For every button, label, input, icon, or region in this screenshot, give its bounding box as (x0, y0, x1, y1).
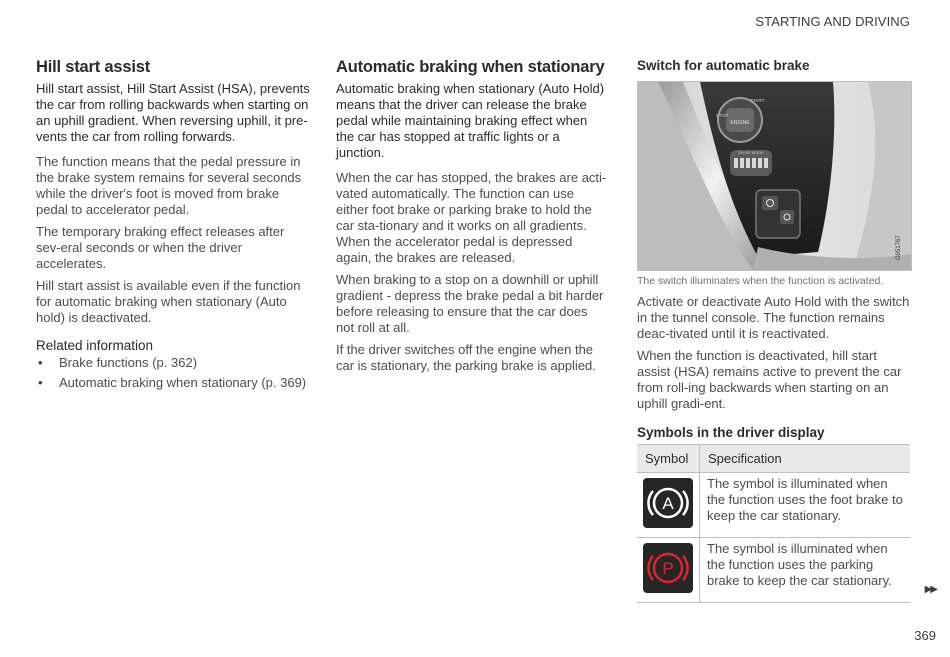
paragraph: When the function is deactivated, hill start assist (HSA) remains active to prevent the car from roll-ing backwards when starting on an uphill gradi-ent. (637, 348, 902, 411)
symbols-table (637, 444, 910, 603)
paragraph: When braking to a stop on a downhill or uphill gradient - depress the brake pedal a bit harder before releasing to ensure that the car does not roll at all. (336, 272, 604, 335)
paragraph: If the driver switches off the engine when the car is stationary, the parking brake is applied. (336, 342, 596, 373)
paragraph: The function means that the pedal pressure in the brake system remains for several seconds while the driver's foot is moved from brake pedal to accelerator pedal. (36, 154, 302, 217)
stop-label: STOP (716, 113, 729, 118)
symbols-heading: Symbols in the driver display (637, 425, 825, 440)
hill-start-assist-column (36, 57, 311, 395)
related-link-automatic-braking[interactable]: • Automatic braking when stationary (p. 369) (36, 375, 311, 391)
automatic-braking-column (336, 57, 608, 380)
section-header: STARTING AND DRIVING (755, 14, 910, 29)
paragraph: The temporary braking effect releases after sev-eral seconds or when the driver accelerates. (36, 224, 285, 271)
related-information-list (36, 355, 311, 391)
table-header-row (637, 445, 910, 473)
automatic-braking-title: Automatic braking when stationary (336, 58, 605, 76)
photo-caption: The switch illuminates when the function is activated. (637, 275, 884, 287)
engine-label: ENGINE (730, 120, 750, 126)
hill-start-assist-title: Hill start assist (36, 58, 150, 76)
continue-arrow-icon: ▶▶ (924, 584, 936, 595)
switch-heading: Switch for automatic brake (637, 58, 810, 73)
tunnel-console-photo (637, 81, 912, 271)
drive-mode-label: DRIVE MODE (738, 150, 764, 155)
auto-hold-spec: The symbol is illuminated when the function uses the foot brake to keep the car stationary. (700, 473, 911, 538)
auto-hold-icon (643, 478, 693, 528)
parking-brake-spec: The symbol is illuminated when the function uses the parking brake to keep the car stationary. (700, 538, 911, 603)
paragraph: When the car has stopped, the brakes are acti-vated automatically. The function can use either foot brake or parking brake to hold the car sta-tionary and it works on all gradients. When the accelerator pedal is depressed again, the brakes are released. (336, 170, 607, 265)
specification-column-header: Specification (700, 445, 911, 473)
start-label: START (750, 98, 765, 103)
related-link-brake-functions[interactable]: • Brake functions (p. 362) (36, 355, 311, 371)
paragraph: Activate or deactivate Auto Hold with the switch in the tunnel console. The function remains deac-tivated until it is reactivated. (637, 294, 910, 341)
table-row (637, 538, 910, 603)
svg-text:P: P (662, 559, 674, 578)
table-row (637, 473, 910, 538)
paragraph: Hill start assist is available even if the function for automatic braking when stationary (Auto hold) is deactivated. (36, 278, 301, 325)
automatic-braking-lead: Automatic braking when stationary (Auto Hold) means that the driver can release the brake pedal while maintaining braking effect when the car has stopped at traffic lights or a junction. (336, 81, 605, 160)
page-number: 369 (914, 628, 936, 643)
symbol-column-header: Symbol (637, 445, 700, 473)
photo-code: G051767 (896, 235, 902, 260)
svg-text:A: A (662, 494, 674, 513)
switch-column (637, 57, 912, 603)
related-information-heading: Related information (36, 338, 154, 353)
hill-start-assist-lead: Hill start assist, Hill Start Assist (HSA), prevents the car from rolling backwards when starting on an uphill gradient. When reversing uphill, it pre-vents the car from rolling forwards. (36, 81, 310, 144)
parking-brake-icon (643, 543, 693, 593)
tunnel-console-illustration (638, 82, 911, 270)
